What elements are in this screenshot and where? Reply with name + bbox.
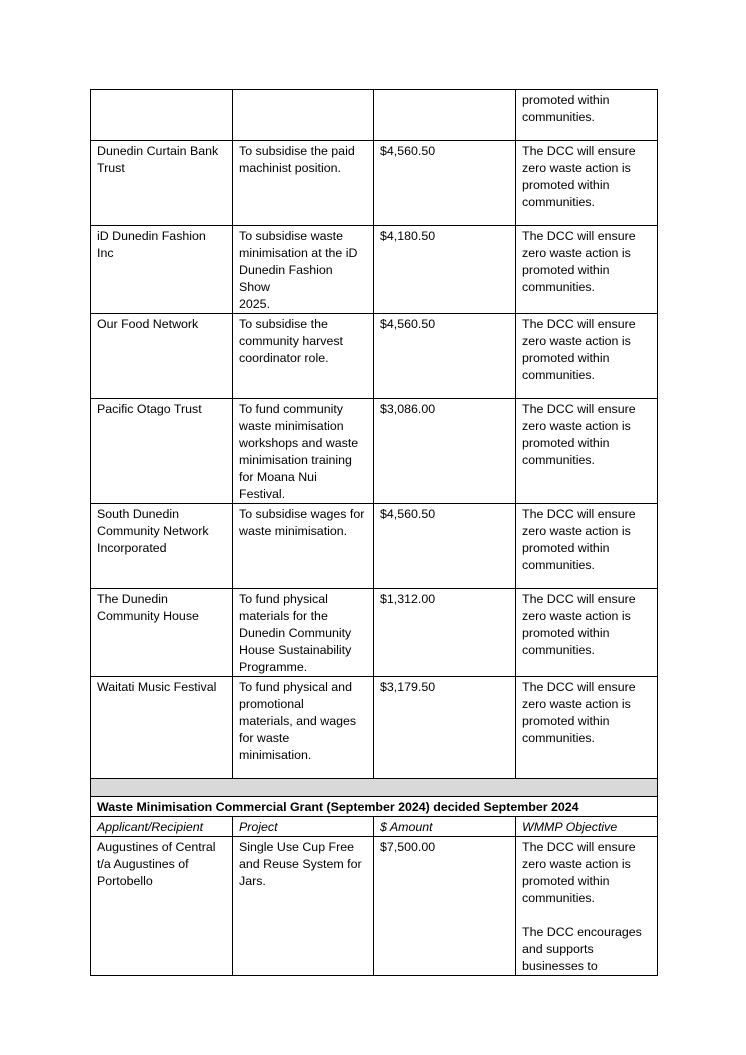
cell-applicant: Pacific Otago Trust xyxy=(91,399,233,504)
section-spacer-cell xyxy=(91,779,658,797)
header-project: Project xyxy=(233,817,374,837)
table-row xyxy=(91,677,658,779)
cell-amount: $4,560.50 xyxy=(374,314,516,399)
table-row xyxy=(91,589,658,677)
cell-objective: promoted within communities. xyxy=(516,90,658,141)
cell-project: To subsidise waste minimisation at the iD Dunedin Fashion Show 2025. xyxy=(233,226,374,314)
table-row xyxy=(91,399,658,504)
cell-applicant: Augustines of Central t/a Augustines of Portobello xyxy=(91,837,233,976)
cell-project: To subsidise the paid machinist position. xyxy=(233,141,374,226)
table-row xyxy=(91,90,658,141)
cell-amount: $4,560.50 xyxy=(374,504,516,589)
cell-amount: $3,179.50 xyxy=(374,677,516,779)
header-amount: $ Amount xyxy=(374,817,516,837)
cell-project: Single Use Cup Free and Reuse System for Jars. xyxy=(233,837,374,976)
cell-project: To subsidise the community harvest coordinator role. xyxy=(233,314,374,399)
cell-objective: The DCC will ensure zero waste action is promoted within communities. xyxy=(516,226,658,314)
cell-project: To fund physical materials for the Dunedin Community House Sustainability Programme. xyxy=(233,589,374,677)
section-title-row xyxy=(91,797,658,817)
cell-applicant: iD Dunedin Fashion Inc xyxy=(91,226,233,314)
grants-table-section xyxy=(91,779,658,837)
cell-amount: $7,500.00 xyxy=(374,837,516,976)
table-row xyxy=(91,314,658,399)
cell-applicant: The Dunedin Community House xyxy=(91,589,233,677)
table-row xyxy=(91,141,658,226)
table-row xyxy=(91,837,658,976)
cell-objective: The DCC will ensure zero waste action is promoted within communities. xyxy=(516,677,658,779)
grants-table xyxy=(90,89,658,976)
table-row xyxy=(91,226,658,314)
cell-amount: $3,086.00 xyxy=(374,399,516,504)
header-objective: WMMP Objective xyxy=(516,817,658,837)
cell-objective: The DCC will ensure zero waste action is promoted within communities. The DCC encourages and supports businesses to xyxy=(516,837,658,976)
cell-applicant: South Dunedin Community Network Incorporated xyxy=(91,504,233,589)
cell-project: To fund physical and promotional materials, and wages for waste minimisation. xyxy=(233,677,374,779)
header-applicant: Applicant/Recipient xyxy=(91,817,233,837)
cell-applicant: Dunedin Curtain Bank Trust xyxy=(91,141,233,226)
cell-objective: The DCC will ensure zero waste action is promoted within communities. xyxy=(516,314,658,399)
table-row xyxy=(91,504,658,589)
cell-objective: The DCC will ensure zero waste action is promoted within communities. xyxy=(516,589,658,677)
cell-objective: The DCC will ensure zero waste action is promoted within communities. xyxy=(516,399,658,504)
cell-amount: $4,560.50 xyxy=(374,141,516,226)
section-title: Waste Minimisation Commercial Grant (September 2024) decided September 2024 xyxy=(91,797,658,817)
cell-applicant xyxy=(91,90,233,141)
cell-objective: The DCC will ensure zero waste action is promoted within communities. xyxy=(516,504,658,589)
grants-table-top-body xyxy=(91,90,658,779)
cell-objective: The DCC will ensure zero waste action is promoted within communities. xyxy=(516,141,658,226)
section-spacer-row xyxy=(91,779,658,797)
cell-project xyxy=(233,90,374,141)
cell-applicant: Waitati Music Festival xyxy=(91,677,233,779)
cell-amount: $4,180.50 xyxy=(374,226,516,314)
cell-applicant: Our Food Network xyxy=(91,314,233,399)
cell-project: To fund community waste minimisation workshops and waste minimisation training for Moana Nui Festival. xyxy=(233,399,374,504)
cell-amount: $1,312.00 xyxy=(374,589,516,677)
grants-table-bottom-body xyxy=(91,837,658,976)
cell-project: To subsidise wages for waste minimisation. xyxy=(233,504,374,589)
cell-amount xyxy=(374,90,516,141)
column-header-row xyxy=(91,817,658,837)
